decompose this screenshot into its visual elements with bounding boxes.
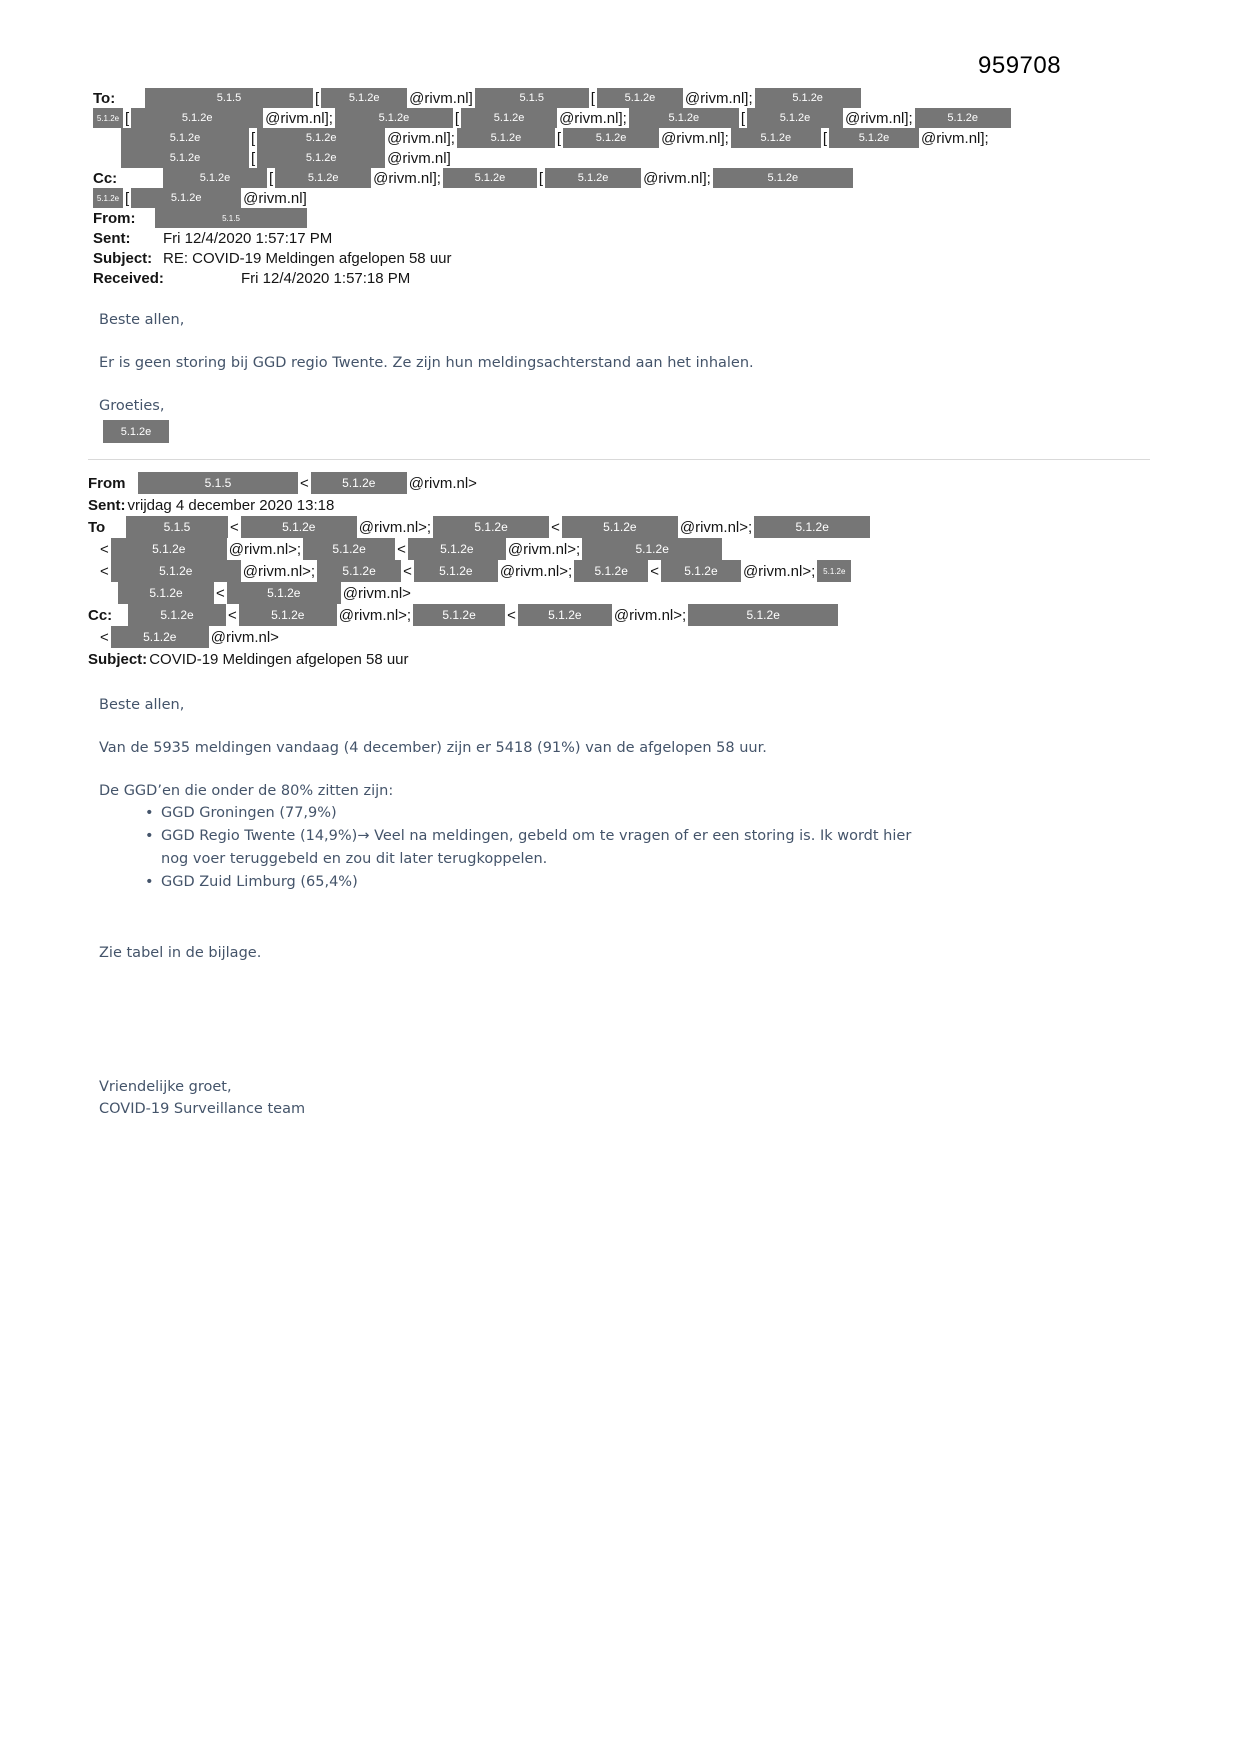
bullet-icon: • (145, 874, 154, 890)
redaction-box: 5.1.2e (111, 626, 209, 648)
header-line (88, 494, 1156, 516)
redaction-box: 5.1.2e (335, 108, 453, 128)
redaction-box: 5.1.2e (275, 168, 371, 188)
redaction-box: 5.1.2e (661, 560, 741, 582)
header-line (93, 228, 1156, 248)
header-line (93, 268, 1156, 288)
header-line (98, 538, 1156, 560)
redaction-box: 5.1.2e (103, 420, 169, 443)
field-label: To (88, 518, 106, 536)
redaction-box: 5.1.2e (518, 604, 612, 626)
bullet-text: GGD Regio Twente (14,9%)→ Veel na meldingen, gebeld om te vragen of er een storing is. Ik wordt hier nog voer teruggebeld en zou dit later terugkoppelen. (161, 828, 912, 867)
address-text: Fri 12/4/2020 1:57:18 PM (241, 269, 411, 287)
redaction-box: 5.1.2e (317, 560, 401, 582)
redaction-box: 5.1.2e (121, 148, 249, 168)
address-text: @rivm.nl>; (228, 540, 302, 558)
redaction-box: 5.1.2e (629, 108, 739, 128)
address-text: [ (251, 149, 256, 167)
address-text: @rivm.nl> (210, 628, 279, 646)
header-line (88, 516, 1156, 538)
bullet-item (145, 871, 939, 894)
field-label: Cc: (93, 169, 118, 187)
redaction-box: 5.1.2e (731, 128, 821, 148)
header-line (93, 208, 1156, 228)
email-2-paragraph-1: Van de 5935 meldingen vandaag (4 december) zijn er 5418 (91%) van de afgelopen 58 uur. (99, 740, 767, 756)
redaction-box: 5.1.2e (713, 168, 853, 188)
bullet-item (145, 825, 939, 871)
redaction-box: 5.1.2e (747, 108, 843, 128)
address-text: < (230, 518, 239, 536)
email-2-paragraph-3: Zie tabel in de bijlage. (99, 945, 262, 961)
address-text: @rivm.nl>; (358, 518, 432, 536)
header-line (93, 88, 1156, 108)
email-1-paragraph: Er is geen storing bij GGD regio Twente. Ze zijn hun meldingsachterstand aan het inhalen. (99, 355, 754, 371)
email-1-body (93, 309, 1156, 443)
thread-divider (88, 459, 1150, 460)
redaction-box: 5.1.2e (227, 582, 341, 604)
redaction-box: 5.1.2e (545, 168, 641, 188)
header-line (121, 128, 1156, 148)
field-label: From (88, 474, 126, 492)
address-text: < (100, 540, 109, 558)
address-text: @rivm.nl]; (559, 109, 627, 127)
address-text: @rivm.nl]; (373, 169, 441, 187)
redaction-box: 5.1.2e (413, 604, 505, 626)
address-text: @rivm.nl> (408, 474, 477, 492)
header-line (88, 648, 1156, 670)
address-text: [ (251, 129, 256, 147)
redaction-box: 5.1.2e (443, 168, 537, 188)
address-text: RE: COVID-19 Meldingen afgelopen 58 uur (163, 249, 452, 267)
email-1-signoff: Groeties, (99, 398, 165, 414)
address-text: < (216, 584, 225, 602)
redaction-box: 5.1.2e (241, 516, 357, 538)
field-label: From: (93, 209, 136, 227)
address-text: @rivm.nl] (387, 149, 451, 167)
redaction-box: 5.1.2e (414, 560, 498, 582)
header-line (118, 582, 1156, 604)
email-2-signoff-1: Vriendelijke groet, (99, 1079, 232, 1095)
field-label: Received: (93, 269, 164, 287)
address-text: < (397, 540, 406, 558)
address-text: @rivm.nl]; (684, 89, 753, 107)
address-text: @rivm.nl]; (661, 129, 729, 147)
address-text: @rivm.nl>; (679, 518, 753, 536)
address-text: @rivm.nl]; (920, 129, 989, 147)
redaction-box: 5.1.2e (754, 516, 870, 538)
email-2-header (88, 472, 1156, 670)
header-line (93, 248, 1156, 268)
redaction-box: 5.1.2e (131, 188, 241, 208)
email-2-body (93, 694, 1156, 1120)
address-text: [ (125, 109, 130, 127)
redaction-box: 5.1.2e (118, 582, 214, 604)
document-number: 959708 (978, 52, 1062, 79)
address-text: [ (822, 129, 827, 147)
header-line (88, 472, 1156, 494)
address-text: @rivm.nl]; (387, 129, 455, 147)
address-text: vrijdag 4 december 2020 13:18 (127, 496, 335, 514)
redaction-box: 5.1.2e (688, 604, 838, 626)
email-2-greeting: Beste allen, (99, 697, 185, 713)
header-line (93, 168, 1156, 188)
redaction-box: 5.1.2e (93, 188, 123, 208)
redaction-box: 5.1.2e (582, 538, 722, 560)
redaction-box: 5.1.2e (597, 88, 683, 108)
redaction-box: 5.1.5 (126, 516, 228, 538)
redaction-box: 5.1.2e (121, 128, 249, 148)
bullet-icon: • (145, 805, 154, 821)
address-text: < (551, 518, 560, 536)
address-text: < (300, 474, 309, 492)
email-1-header (93, 88, 1156, 288)
redaction-box: 5.1.2e (111, 560, 241, 582)
redaction-box: 5.1.2e (574, 560, 648, 582)
redaction-box: 5.1.5 (475, 88, 589, 108)
redaction-box: 5.1.2e (257, 128, 385, 148)
address-text: [ (556, 129, 562, 147)
email-thread (88, 88, 1156, 1120)
redaction-box: 5.1.2e (311, 472, 407, 494)
address-text: @rivm.nl>; (742, 562, 816, 580)
redaction-box: 5.1.2e (562, 516, 678, 538)
email-1 (93, 88, 1156, 443)
address-text: @rivm.nl]; (844, 109, 913, 127)
address-text: @rivm.nl]; (265, 109, 333, 127)
field-label: To: (93, 89, 116, 107)
address-text: < (650, 562, 659, 580)
redaction-box: 5.1.2e (457, 128, 555, 148)
redaction-box: 5.1.2e (303, 538, 395, 560)
address-text: @rivm.nl]; (643, 169, 711, 187)
redaction-box: 5.1.2e (433, 516, 549, 538)
redaction-box: 5.1.2e (131, 108, 263, 128)
field-label: Sent: (88, 496, 126, 514)
header-line (93, 108, 1156, 128)
redaction-box: 5.1.2e (755, 88, 861, 108)
address-text: [ (269, 169, 274, 187)
email-1-greeting: Beste allen, (99, 312, 185, 328)
redaction-box: 5.1.5 (155, 208, 307, 228)
redaction-box: 5.1.2e (321, 88, 407, 108)
bullet-item (145, 802, 939, 825)
bullet-icon: • (145, 828, 154, 844)
redaction-box: 5.1.2e (817, 560, 851, 582)
redaction-box: 5.1.5 (138, 472, 298, 494)
field-label: Sent: (93, 229, 131, 247)
address-text: < (403, 562, 412, 580)
address-text: < (100, 562, 109, 580)
redaction-box: 5.1.5 (145, 88, 313, 108)
ggd-bullet-list (99, 802, 939, 894)
header-line (98, 626, 1156, 648)
redaction-box: 5.1.2e (128, 604, 226, 626)
address-text: < (100, 628, 109, 646)
field-label: Subject: (93, 249, 153, 267)
field-label: Cc: (88, 606, 113, 624)
address-text: @rivm.nl>; (242, 562, 316, 580)
redaction-box: 5.1.2e (563, 128, 659, 148)
field-label: Subject: (88, 650, 148, 668)
header-line (98, 560, 1156, 582)
address-text: COVID-19 Meldingen afgelopen 58 uur (149, 650, 409, 668)
header-line (88, 604, 1156, 626)
redaction-box: 5.1.2e (915, 108, 1011, 128)
redaction-box: 5.1.2e (111, 538, 227, 560)
address-text: @rivm.nl>; (499, 562, 573, 580)
bullet-text: GGD Zuid Limburg (65,4%) (161, 874, 358, 890)
address-text: @rivm.nl] (243, 189, 307, 207)
redaction-box: 5.1.2e (163, 168, 267, 188)
redaction-box: 5.1.2e (408, 538, 506, 560)
email-2-signoff-2: COVID-19 Surveillance team (99, 1101, 306, 1117)
address-text: < (507, 606, 516, 624)
redaction-box: 5.1.2e (93, 108, 123, 128)
redaction-box: 5.1.2e (829, 128, 919, 148)
bullet-text: GGD Groningen (77,9%) (161, 805, 337, 821)
address-text: @rivm.nl>; (507, 540, 581, 558)
address-text: [ (315, 89, 320, 107)
address-text: @rivm.nl> (342, 584, 411, 602)
address-text: [ (590, 89, 595, 107)
redaction-box: 5.1.2e (239, 604, 337, 626)
address-text: [ (454, 109, 460, 127)
address-text: < (228, 606, 237, 624)
address-text: [ (740, 109, 745, 127)
redaction-box: 5.1.2e (461, 108, 557, 128)
redaction-box: 5.1.2e (257, 148, 385, 168)
address-text: [ (125, 189, 130, 207)
address-text: @rivm.nl>; (613, 606, 687, 624)
header-line (93, 188, 1156, 208)
address-text: @rivm.nl>; (338, 606, 412, 624)
email-2-paragraph-2: De GGD’en die onder de 80% zitten zijn: (99, 783, 394, 799)
address-text: Fri 12/4/2020 1:57:17 PM (163, 229, 333, 247)
header-line (121, 148, 1156, 168)
email-2 (88, 472, 1156, 1120)
address-text: @rivm.nl] (409, 89, 473, 107)
address-text: [ (538, 169, 544, 187)
